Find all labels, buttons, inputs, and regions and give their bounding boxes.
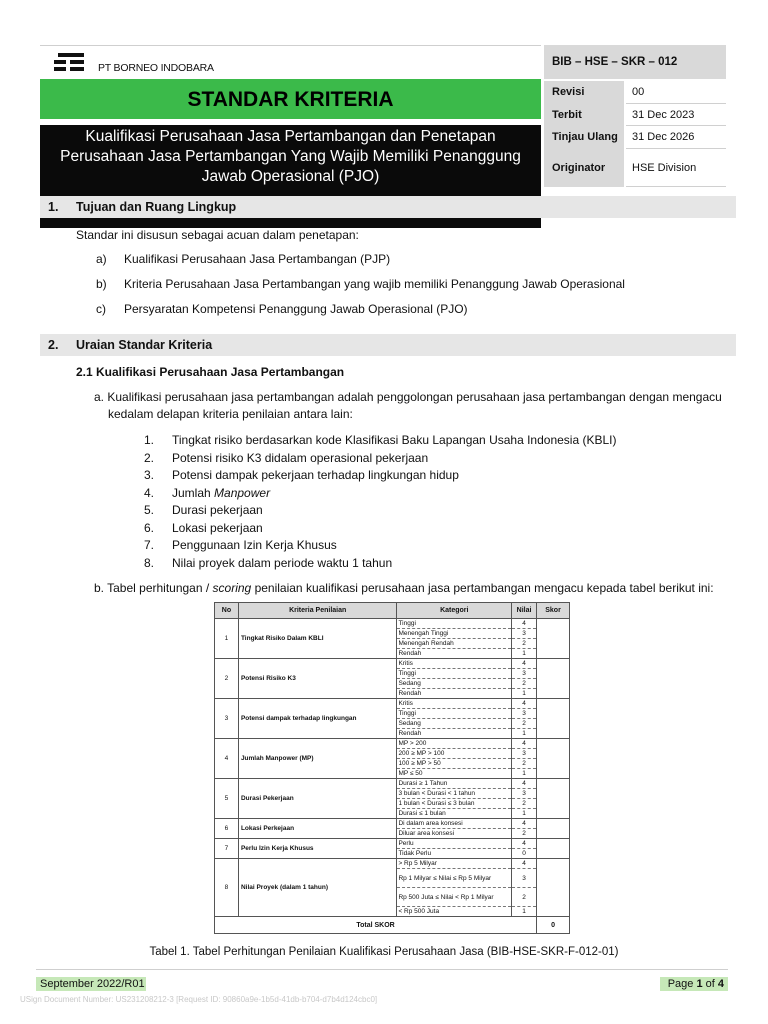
paragraph-b-text: b. Tabel perhitungan / [94, 581, 213, 595]
list-item [96, 276, 625, 293]
meta-key: Terbit [544, 104, 624, 127]
table-row [215, 839, 570, 849]
row-number: 8 [215, 859, 239, 917]
value-cell: 2 [512, 719, 537, 729]
paragraph-b-text: penilaian kualifikasi perusahaan jasa pertambangan mengacu kepada tabel berikut ini: [251, 581, 714, 595]
score-cell[interactable] [537, 699, 570, 739]
category-cell: Rendah [397, 689, 512, 699]
score-cell[interactable] [537, 839, 570, 859]
scoring-table [214, 602, 570, 934]
table-row [215, 779, 570, 789]
value-cell: 0 [512, 849, 537, 859]
criteria-number: 4. [144, 485, 155, 500]
page-total: 4 [717, 978, 724, 990]
table-row [215, 859, 570, 869]
meta-row-terbit [544, 104, 726, 127]
category-cell: > Rp 5 Milyar [397, 859, 512, 869]
column-header: Nilai [512, 603, 537, 619]
document-title: STANDAR KRITERIA [187, 88, 394, 111]
page-footer [36, 977, 728, 991]
value-cell: 4 [512, 779, 537, 789]
list-marker: c) [96, 302, 106, 316]
category-cell: Kritis [397, 659, 512, 669]
table-row [215, 699, 570, 709]
category-cell: Rendah [397, 729, 512, 739]
value-cell: 3 [512, 749, 537, 759]
row-number: 5 [215, 779, 239, 819]
list-marker: a) [96, 252, 107, 266]
value-cell: 1 [512, 809, 537, 819]
category-cell: Menengah Rendah [397, 639, 512, 649]
list-marker: b) [96, 277, 107, 291]
criteria-item [144, 520, 263, 537]
criteria-number: 6. [144, 520, 155, 535]
meta-value: 31 Dec 2026 [626, 126, 726, 149]
category-cell: Sedang [397, 679, 512, 689]
value-cell: 3 [512, 789, 537, 799]
table-row [215, 819, 570, 829]
section-title: Tujuan dan Ruang Lingkup [76, 200, 237, 214]
criteria-number: 1. [144, 433, 155, 447]
column-header: Kriteria Penilaian [238, 603, 397, 619]
category-cell: Tidak Perlu [397, 849, 512, 859]
table-row [215, 659, 570, 669]
title-band [40, 79, 541, 119]
criteria-text: Potensi risiko K3 didalam operasional pekerjaan [172, 450, 429, 465]
meta-row-tinjau-ulang [544, 126, 726, 149]
value-cell: 4 [512, 699, 537, 709]
criteria-item [144, 432, 616, 449]
score-cell[interactable] [537, 619, 570, 659]
category-cell: Durasi ≥ 1 Tahun [397, 779, 512, 789]
value-cell: 1 [512, 769, 537, 779]
paragraph-b [94, 580, 714, 597]
category-cell: Perlu [397, 839, 512, 849]
criteria-text: Penggunaan Izin Kerja Khusus [172, 538, 337, 552]
row-number: 2 [215, 659, 239, 699]
criteria-text: Durasi pekerjaan [172, 503, 263, 517]
value-cell: 4 [512, 859, 537, 869]
criteria-item [144, 467, 459, 484]
document-meta-table [544, 45, 726, 187]
scoring-table-body [215, 619, 570, 934]
category-cell: MP > 200 [397, 739, 512, 749]
category-cell: < Rp 500 Juta [397, 907, 512, 917]
row-number: 6 [215, 819, 239, 839]
category-cell: Tinggi [397, 709, 512, 719]
meta-key: Originator [544, 149, 624, 187]
list-item [96, 251, 390, 268]
table-caption: Tabel 1. Tabel Perhitungan Penilaian Kualifikasi Perusahaan Jasa (BIB-HSE-SKR-F-012-01) [149, 946, 619, 958]
value-cell: 3 [512, 869, 537, 888]
criteria-item [144, 502, 263, 519]
score-cell[interactable] [537, 859, 570, 917]
column-header: No [215, 603, 239, 619]
list-text: Persyaratan Kompetensi Penanggung Jawab Operasional (PJO) [124, 302, 468, 316]
category-cell: Durasi ≤ 1 bulan [397, 809, 512, 819]
criteria-cell: Potensi dampak terhadap lingkungan [238, 699, 397, 739]
criteria-item [144, 537, 337, 554]
list-text: Kualifikasi Perusahaan Jasa Pertambangan (PJP) [124, 252, 391, 266]
value-cell: 2 [512, 679, 537, 689]
list-text: Kriteria Perusahaan Jasa Pertambangan yang wajib memiliki Penanggung Jawab Operasional [124, 277, 625, 291]
category-cell: Menengah Tinggi [397, 629, 512, 639]
page-indicator [660, 977, 728, 991]
value-cell: 4 [512, 659, 537, 669]
criteria-number: 3. [144, 468, 155, 482]
row-number: 1 [215, 619, 239, 659]
category-cell: 200 ≥ MP > 100 [397, 749, 512, 759]
category-cell: Rp 1 Milyar ≤ Nilai ≤ Rp 5 Milyar [397, 869, 512, 888]
value-cell: 4 [512, 839, 537, 849]
category-cell: 1 bulan < Durasi ≤ 3 bulan [397, 799, 512, 809]
meta-value: 00 [626, 81, 726, 104]
category-cell: Tinggi [397, 669, 512, 679]
category-cell: 100 ≥ MP > 50 [397, 759, 512, 769]
page-label: Page [667, 978, 697, 990]
criteria-text: Lokasi pekerjaan [172, 520, 263, 535]
category-cell: Kritis [397, 699, 512, 709]
table-header-row [215, 603, 570, 619]
value-cell: 2 [512, 799, 537, 809]
meta-row-revisi [544, 81, 726, 104]
meta-value: HSE Division [626, 149, 726, 187]
meta-row-originator [544, 149, 726, 187]
paragraph-a-line1: a. Kualifikasi perusahaan jasa pertambangan adalah penggolongan perusahaan jasa pertambangan dengan mengacu [94, 390, 722, 404]
criteria-number: 8. [144, 555, 155, 570]
row-number: 4 [215, 739, 239, 779]
page-number: 1 [696, 978, 703, 990]
footer-version: September 2022/R01 [36, 977, 146, 991]
value-cell: 1 [512, 649, 537, 659]
category-cell: Rendah [397, 649, 512, 659]
category-cell: Di dalam area konsesi [397, 819, 512, 829]
column-header: Kategori [397, 603, 512, 619]
criteria-item [144, 450, 428, 467]
criteria-text: Nilai proyek dalam periode waktu 1 tahun [172, 555, 393, 570]
value-cell: 2 [512, 829, 537, 839]
value-cell: 4 [512, 739, 537, 749]
criteria-text-italic: Manpower [214, 485, 271, 500]
criteria-number: 5. [144, 503, 155, 517]
criteria-cell: Nilai Proyek (dalam 1 tahun) [238, 859, 397, 917]
score-cell[interactable] [537, 819, 570, 839]
category-cell: Rp 500 Juta ≤ Nilai < Rp 1 Milyar [397, 888, 512, 907]
value-cell: 3 [512, 629, 537, 639]
section1-intro: Standar ini disusun sebagai acuan dalam penetapan: [76, 228, 359, 242]
criteria-cell: Perlu Izin Kerja Khusus [238, 839, 397, 859]
list-item [96, 301, 468, 318]
row-number: 7 [215, 839, 239, 859]
total-row [215, 917, 570, 934]
total-value: 0 [537, 917, 570, 934]
meta-key: Revisi [544, 81, 624, 104]
meta-key: Tinjau Ulang [544, 126, 624, 149]
paragraph-b-italic: scoring [212, 581, 252, 595]
section-header-2 [40, 334, 736, 356]
category-cell: 3 bulan < Durasi < 1 tahun [397, 789, 512, 799]
score-cell[interactable] [537, 779, 570, 819]
table-row [215, 619, 570, 629]
criteria-number: 2. [144, 450, 155, 465]
company-logo-icon [52, 52, 86, 74]
criteria-item [144, 555, 392, 572]
score-cell[interactable] [537, 659, 570, 699]
row-number: 3 [215, 699, 239, 739]
criteria-number: 7. [144, 538, 155, 552]
paragraph-a-line2: kedalam delapan kriteria penilaian antara lain: [108, 407, 353, 421]
logo-row [40, 45, 541, 79]
category-cell: Tinggi [397, 619, 512, 629]
criteria-cell: Lokasi Perkejaan [238, 819, 397, 839]
column-header: Skor [537, 603, 570, 619]
table-row [215, 739, 570, 749]
document-subtitle: Kualifikasi Perusahaan Jasa Pertambangan dan Penetapan Perusahaan Jasa Pertambangan Yang Wajib Memiliki Penanggung Jawab Operasional (PJO) [60, 128, 521, 185]
category-cell: MP ≤ 50 [397, 769, 512, 779]
company-name: PT BORNEO INDOBARA [98, 62, 214, 74]
value-cell: 2 [512, 639, 537, 649]
criteria-text: Potensi dampak pekerjaan terhadap lingkungan hidup [172, 468, 459, 482]
header-title-block [40, 45, 541, 185]
value-cell: 2 [512, 888, 537, 907]
criteria-cell: Durasi Pekerjaan [238, 779, 397, 819]
criteria-cell: Tingkat Risiko Dalam KBLI [238, 619, 397, 659]
criteria-text: Tingkat risiko berdasarkan kode Klasifikasi Baku Lapangan Usaha Indonesia (KBLI) [172, 433, 617, 447]
section-title: Uraian Standar Kriteria [76, 338, 213, 352]
total-label: Total SKOR [215, 917, 537, 934]
value-cell: 3 [512, 669, 537, 679]
value-cell: 1 [512, 907, 537, 917]
section-header-1 [40, 196, 736, 218]
category-cell: Diluar area konsesi [397, 829, 512, 839]
criteria-cell: Jumlah Manpower (MP) [238, 739, 397, 779]
category-cell: Sedang [397, 719, 512, 729]
value-cell: 2 [512, 759, 537, 769]
criteria-cell: Potensi Risiko K3 [238, 659, 397, 699]
score-cell[interactable] [537, 739, 570, 779]
footer-divider [36, 969, 728, 970]
section-number: 2. [48, 338, 59, 352]
section-number: 1. [48, 200, 59, 214]
subsection-title: 2.1 Kualifikasi Perusahaan Jasa Pertambangan [76, 365, 345, 379]
page-label: of [702, 978, 718, 990]
value-cell: 4 [512, 619, 537, 629]
value-cell: 3 [512, 709, 537, 719]
value-cell: 1 [512, 729, 537, 739]
document-header [40, 45, 726, 185]
criteria-item [144, 485, 270, 502]
usign-stamp: USign Document Number: US231208212-3 [Request ID: 90860a9e-1b5d-41db-b704-d7b4d124cbc0] [20, 995, 378, 1004]
value-cell: 4 [512, 819, 537, 829]
document-code: BIB – HSE – SKR – 012 [544, 45, 726, 79]
criteria-text: Jumlah [172, 485, 215, 500]
value-cell: 1 [512, 689, 537, 699]
meta-value: 31 Dec 2023 [626, 104, 726, 127]
